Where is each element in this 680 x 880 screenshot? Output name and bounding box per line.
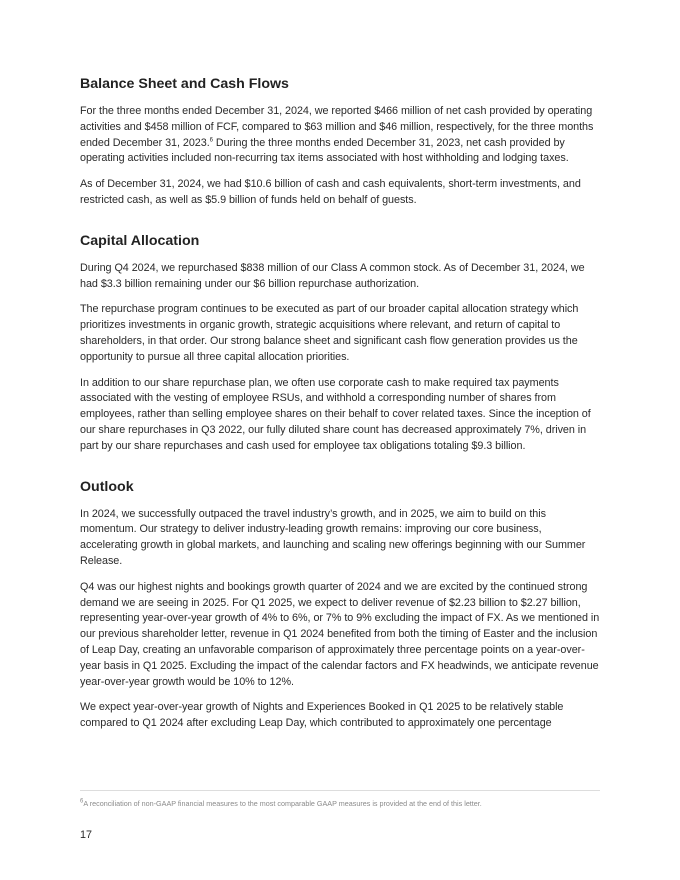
footnote xyxy=(80,799,600,809)
document-page xyxy=(80,74,602,742)
footnote-divider xyxy=(80,790,600,791)
footnote-marker: 6 xyxy=(80,798,84,805)
paragraph: We expect year-over-year growth of Nights and Experiences Booked in Q1 2025 to be relatively stable compared to Q1 2024 after excluding Leap Day, which contributed to approximately one percentage xyxy=(80,701,564,730)
footnote-text: A reconciliation of non-GAAP financial measures to the most comparable GAAP measures is provided at the end of this letter. xyxy=(83,799,482,808)
section-heading: Outlook xyxy=(80,478,134,495)
section-capital-allocation xyxy=(80,231,602,455)
footnote-marker[interactable]: 6 xyxy=(209,137,213,143)
paragraph: During Q4 2024, we repurchased $838 million of our Class A common stock. As of December 31, 2024, we had $3.3 billion remaining under our $6 billion repurchase authorization. xyxy=(80,261,585,290)
paragraph: In addition to our share repurchase plan, we often use corporate cash to make required tax payments associated with the vesting of employee RSUs, and withhold a corresponding number of shares from employees, rather than selling employee shares on their behalf to cover related taxes. Since the inception of our share repurchases in Q3 2022, our fully diluted share count has decreased approximately 7%, driven in part by our share repurchases and cash used for employee tax obligations totaling $9.3 billion. xyxy=(80,376,591,452)
paragraph: In 2024, we successfully outpaced the travel industry’s growth, and in 2025, we aim to build on this momentum. Our strategy to deliver industry-leading growth remains: improving our core business, accelerating growth in global markets, and launching and scaling new offerings beginning with our Summer Release. xyxy=(80,507,586,567)
section-balance-sheet xyxy=(80,74,602,209)
section-heading: Capital Allocation xyxy=(80,232,200,249)
paragraph: Q4 was our highest nights and bookings growth quarter of 2024 and we are excited by the continued strong demand we are seeing in 2025. For Q1 2025, we expect to deliver revenue of $2.23 billion to $2.27 billion, representing year-over-year growth of 4% to 6%, or 7% to 9% excluding the impact of FX. As we mentioned in our previous shareholder letter, revenue in Q1 2024 benefited from both the timing of Easter and the inclusion of Leap Day, creating an unfavorable comparison of approximately three percentage points on a year-over-year basis in Q1 2025. Excluding the impact of the calendar factors and FX headwinds, we anticipate revenue year-over-year growth would be 10% to 12%. xyxy=(80,580,600,688)
paragraph: For the three months ended December 31, 2024, we reported $466 million of net cash provided by operating activities and $458 million of FCF, compared to $63 million and $46 million, respectively, for the three months ended December 31, 2023.$^6$ During the three months ended December 31, 2023, net cash provided by operating activities included non-recurring tax items associated with host withholding and lodging taxes. xyxy=(80,105,594,165)
section-outlook xyxy=(80,477,602,732)
section-heading: Balance Sheet and Cash Flows xyxy=(80,76,289,92)
page-number: 17 xyxy=(80,829,93,841)
paragraph: The repurchase program continues to be executed as part of our broader capital allocation strategy which prioritizes investments in organic growth, strategic acquisitions where relevant, and return of capital to shareholders, in that order. Our strong balance sheet and significant cash flow generation provides us the opportunity to pursue all three capital allocation priorities. xyxy=(80,303,579,363)
paragraph: As of December 31, 2024, we had $10.6 billion of cash and cash equivalents, short-term investments, and restricted cash, as well as $5.9 billion of funds held on behalf of guests. xyxy=(80,178,581,206)
